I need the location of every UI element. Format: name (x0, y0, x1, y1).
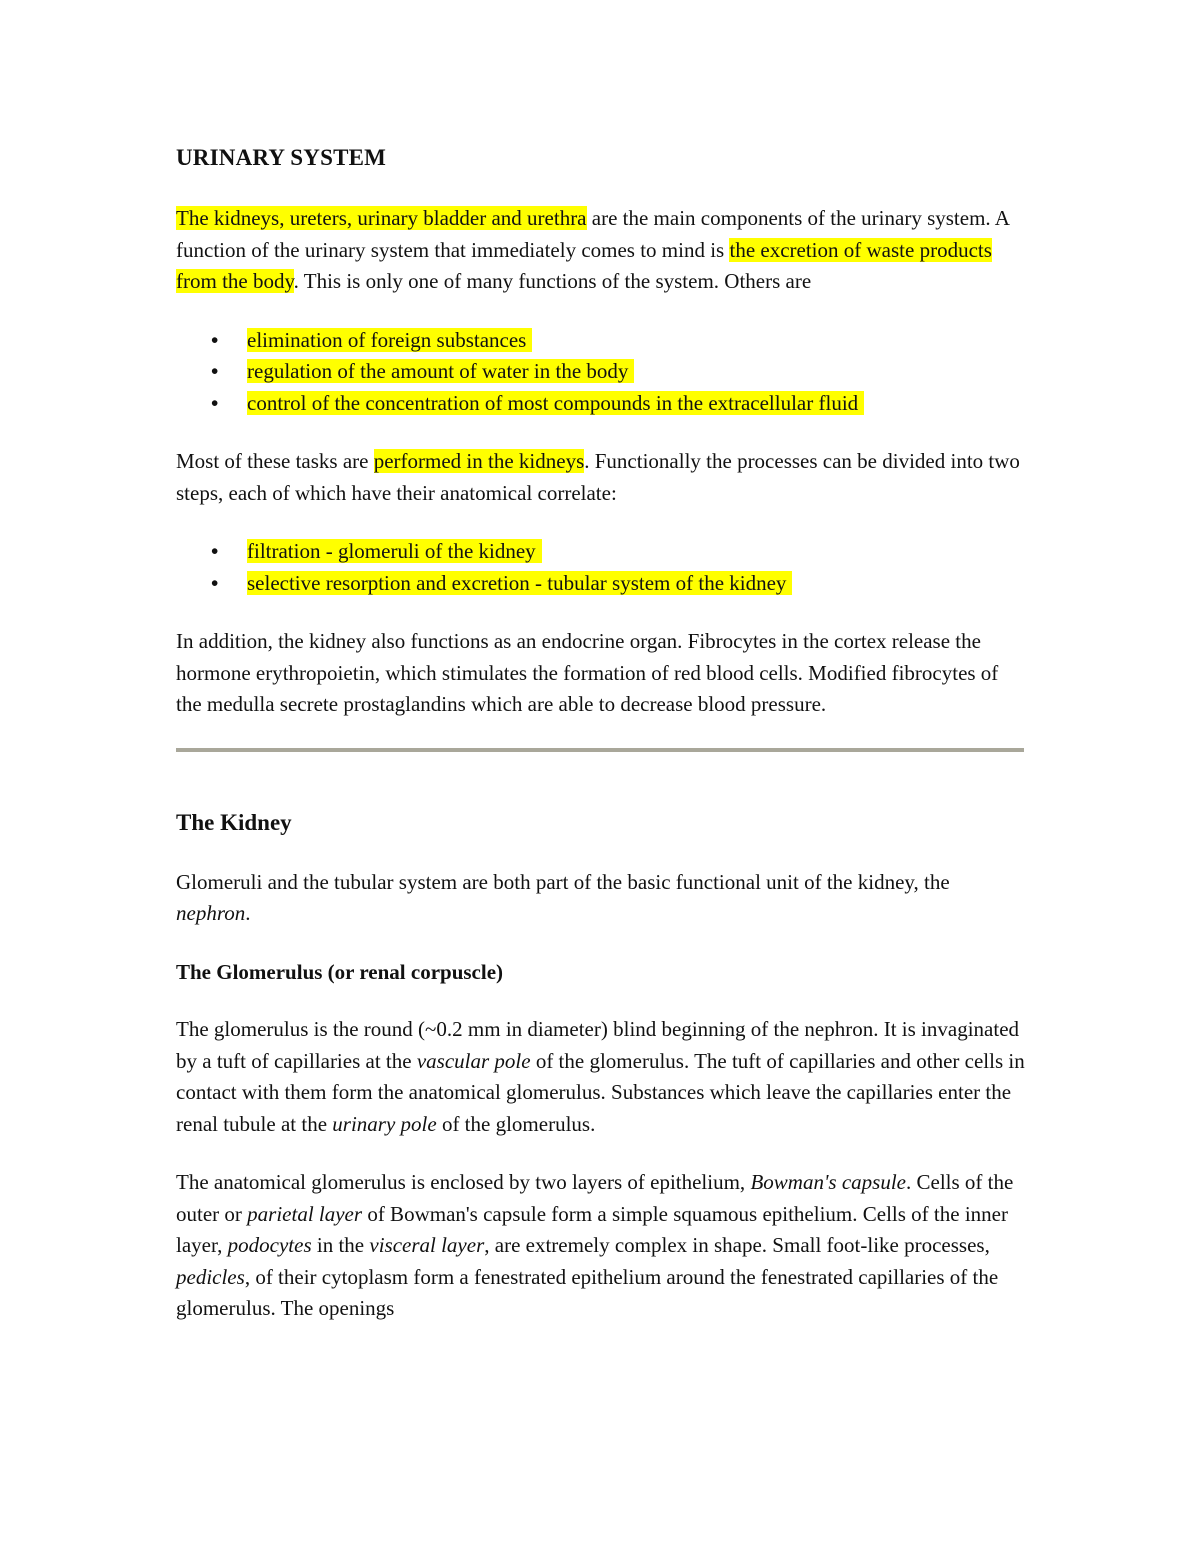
list-item-text: selective resorption and excretion - tubular system of the kidney (247, 571, 792, 595)
capsule-text: of Bowman's capsule form a simple squamous epithelium. Cells of the inner layer, (176, 1201, 1008, 1257)
document-page (176, 140, 1026, 1352)
glomerulus-paragraph-2 (176, 1167, 1026, 1325)
nephron-term: nephron (176, 901, 246, 925)
intro-text-2: . This is only one of many functions of the system. Others are (293, 269, 812, 293)
highlight-kidneys: performed in the kidneys (373, 449, 585, 473)
bullet-icon: • (211, 390, 219, 415)
list-item (211, 568, 1026, 600)
section-divider (176, 748, 1024, 752)
nephron-end: . (245, 901, 251, 925)
glomerulus-paragraph-1 (176, 1014, 1026, 1140)
term-parietal-layer: parietal layer (247, 1201, 363, 1226)
list-item-text: regulation of the amount of water in the body (247, 359, 634, 383)
kidney-heading: The Kidney (176, 809, 292, 835)
term-visceral-layer: visceral layer (369, 1233, 485, 1257)
capsule-text: The anatomical glomerulus is enclosed by two layers of epithelium, (176, 1170, 751, 1194)
highlight-excretion: the excretion of waste products from the body (176, 237, 992, 293)
list-item (211, 536, 1026, 568)
functions-list (176, 325, 1026, 420)
capsule-text: in the (311, 1233, 370, 1257)
intro-paragraph (176, 203, 1026, 298)
term-bowmans-capsule: Bowman's capsule (750, 1170, 906, 1194)
nephron-paragraph (176, 867, 1026, 930)
list-item-text: filtration - glomeruli of the kidney (247, 539, 542, 563)
list-item (211, 325, 1026, 357)
tasks-text-2: . Functionally the processes can be divided into two steps, each of which have their anatomical correlate: (176, 449, 1020, 505)
tasks-paragraph (176, 446, 1026, 509)
nephron-text: Glomeruli and the tubular system are both part of the basic functional unit of the kidney, the (176, 869, 950, 894)
list-item (211, 356, 1026, 388)
term-pedicles: pedicles (176, 1264, 245, 1289)
glomerulus-text: of the glomerulus. (436, 1111, 596, 1136)
intro-text-1: are the main components of the urinary system. A function of the urinary system that immediately comes to mind is (176, 206, 1009, 262)
term-vascular-pole: vascular pole (416, 1048, 531, 1073)
term-podocytes: podocytes (227, 1233, 312, 1257)
bullet-icon: • (211, 570, 219, 595)
capsule-text: , are extremely complex in shape. Small foot-like processes, (484, 1233, 990, 1257)
list-item-text: control of the concentration of most compounds in the extracellular fluid (247, 391, 864, 415)
glomerulus-heading: The Glomerulus (or renal corpuscle) (176, 959, 504, 984)
term-urinary-pole: urinary pole (332, 1111, 437, 1136)
glomerulus-text: The glomerulus is the round (~0.2 mm in diameter) blind beginning of the nephron. It is invaginated by a tuft of capillaries at the (176, 1017, 1020, 1073)
steps-list (176, 536, 1026, 599)
tasks-text-1: Most of these tasks are (176, 449, 374, 473)
capsule-text: , of their cytoplasm form a fenestrated epithelium around the fenestrated capillaries of the glomerulus. The openings (176, 1264, 999, 1320)
highlight-components: The kidneys, ureters, urinary bladder and urethra (176, 206, 587, 230)
bullet-icon: • (211, 539, 219, 563)
list-item-text: elimination of foreign substances (247, 328, 532, 352)
list-item (211, 388, 1026, 420)
document-title: URINARY SYSTEM (176, 145, 387, 170)
capsule-text: . Cells of the outer or (176, 1170, 1014, 1226)
glomerulus-text: of the glomerulus. The tuft of capillaries and other cells in contact with them form the anatomical glomerulus. Substances which leave the capillaries enter the renal tubule at the (176, 1048, 1025, 1136)
endocrine-paragraph: In addition, the kidney also functions as an endocrine organ. Fibrocytes in the cortex release the hormone erythropoietin, which stimulates the formation of red blood cells. Modified fibrocytes of the medulla secrete prostaglandins which are able to decrease blood pressure. (176, 629, 999, 716)
bullet-icon: • (211, 359, 219, 383)
bullet-icon: • (211, 327, 219, 352)
